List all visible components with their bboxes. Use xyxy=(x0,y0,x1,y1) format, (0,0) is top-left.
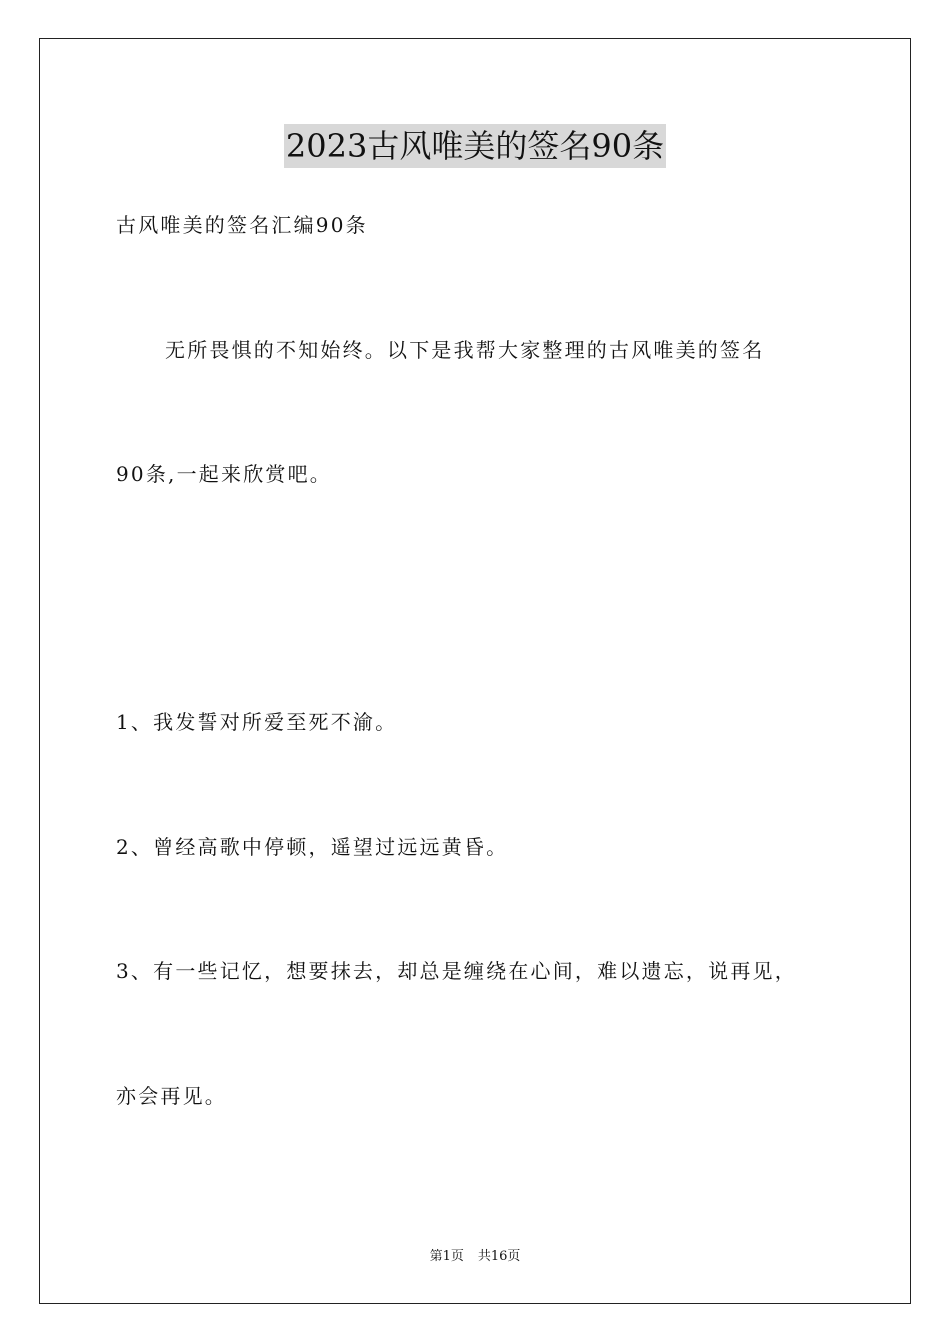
page-number: 第1页 xyxy=(429,1249,464,1264)
list-item-2: 2、曾经高歌中停顿，遥望过远远黄昏。 xyxy=(116,835,509,859)
list-item-3-continued: 亦会再见。 xyxy=(116,1084,227,1108)
intro-paragraph-line-2: 90条,一起来欣赏吧。 xyxy=(116,462,333,486)
page-total: 共16页 xyxy=(477,1249,521,1264)
document-title: 2023古风唯美的签名90条 xyxy=(284,124,666,168)
list-item-1: 1、我发誓对所爱至死不渝。 xyxy=(116,710,398,734)
page-footer xyxy=(0,1248,950,1266)
document-subtitle: 古风唯美的签名汇编90条 xyxy=(116,213,368,237)
list-item-3: 3、有一些记忆，想要抹去，却总是缠绕在心间，难以遗忘，说再见， xyxy=(116,959,797,983)
intro-paragraph-line-1: 无所畏惧的不知始终。以下是我帮大家整理的古风唯美的签名 xyxy=(165,338,765,362)
title-container xyxy=(0,124,950,168)
